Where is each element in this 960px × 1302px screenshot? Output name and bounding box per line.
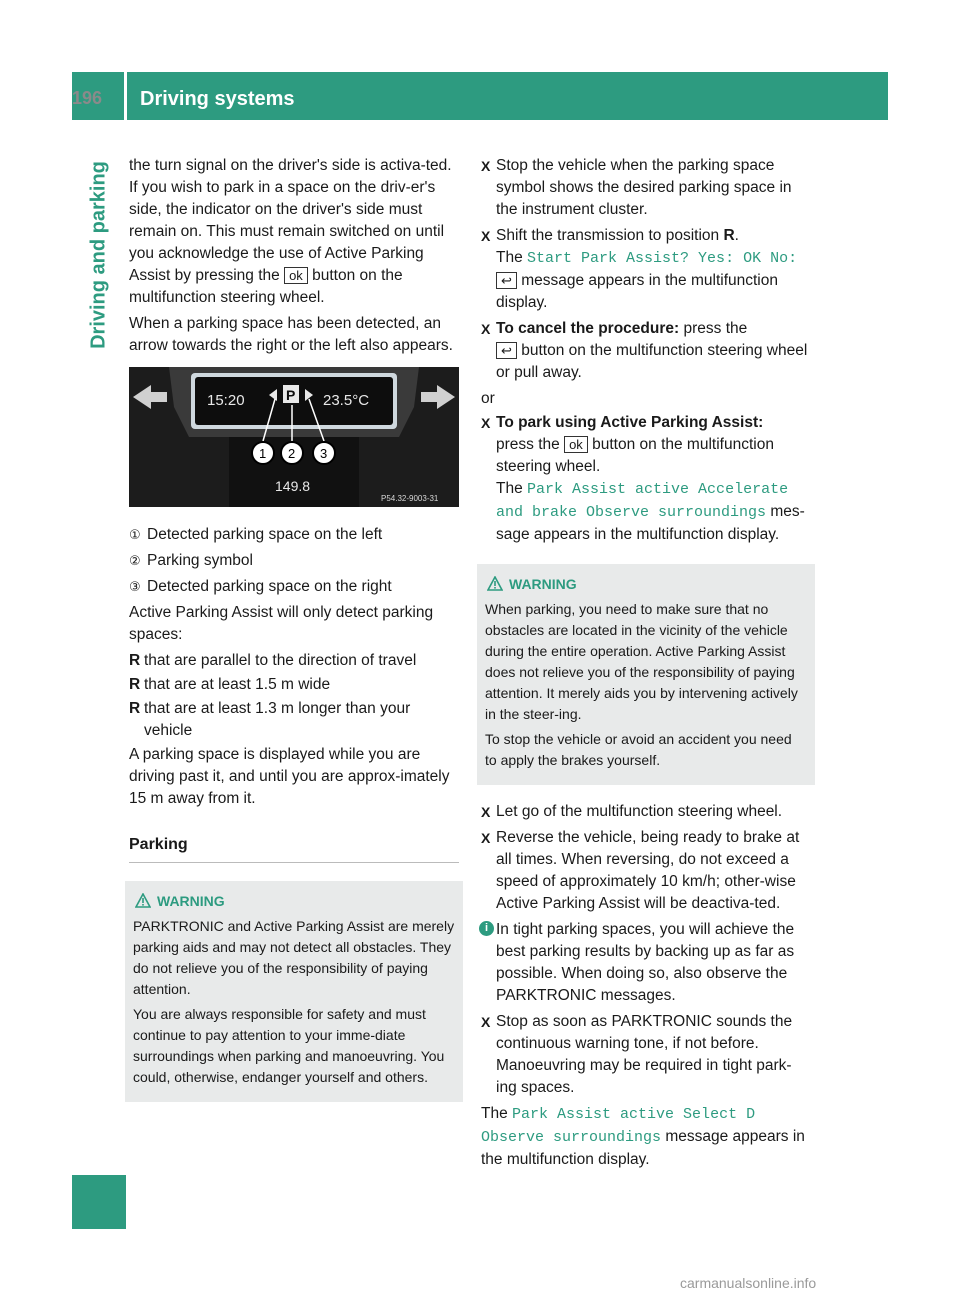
legend-item: ② Parking symbol: [129, 552, 253, 569]
warning-box: [477, 564, 815, 785]
svg-text:23.5°C: 23.5°C: [323, 392, 370, 409]
warning-icon: [487, 576, 503, 591]
step-item: X To park using Active Parking Assist: press the ok button on the multifunction steering wheel. The Park Assist active Accelerate and brake Observe surroundings mes-sage appears in the multifunction display.: [481, 414, 805, 543]
svg-text:1: 1: [259, 446, 267, 461]
intro-paragraph: the turn signal on the driver's side is activa-ted. If you wish to park in a space on the driv-er's side, the indicator on the driver's side must remain on. This must remain switched on until you acknowledge the use of Active Parking Assist by pressing the ok button on the multifunction steering wheel.: [129, 157, 452, 306]
warning-title: WARNING: [133, 891, 455, 912]
list-item: R that are at least 1.3 m longer than your vehicle: [129, 700, 411, 739]
header-divider: [124, 72, 127, 120]
svg-text:2: 2: [288, 446, 296, 461]
step-item: X Let go of the multifunction steering wheel.: [481, 803, 783, 820]
svg-text:P54.32-9003-31: P54.32-9003-31: [381, 494, 439, 503]
step-item: X Stop the vehicle when the parking space symbol shows the desired parking space in the instrument cluster.: [481, 157, 792, 218]
step-item: X Stop as soon as PARKTRONIC sounds the continuous warning tone, if not before. Manoeuvring may be required in tight park-ing spaces.: [481, 1013, 793, 1096]
back-key-icon: ↩: [496, 272, 517, 289]
info-icon: i: [479, 921, 494, 936]
detected-paragraph: When a parking space has been detected, an arrow towards the right or the left also appears.: [129, 315, 453, 354]
warning-text: When parking, you need to make sure that no obstacles are located in the vicinity of the vehicle during the entire operation. Active Parking Assist does not relieve you of the responsibility of paying attention. It merely aids you by intervening actively in the steer-ing.: [485, 601, 798, 722]
step-item: X Shift the transmission to position R. The Start Park Assist? Yes: OK No: ↩ message appears in the multifunction display.: [481, 227, 798, 311]
display-message: Start Park Assist? Yes: OK No:: [527, 250, 798, 267]
legend-list: [129, 524, 459, 598]
step-item: X Reverse the vehicle, being ready to brake at all times. When reversing, do not exceed a speed of approximately 10 km/h; other-wise Active Parking Assist will be deactiva-ted.: [481, 829, 800, 912]
list-item: R that are parallel to the direction of travel: [129, 652, 417, 669]
legend-item: ① Detected parking space on the left: [129, 526, 383, 543]
warning-icon: [135, 893, 151, 908]
instrument-cluster-image: [129, 367, 459, 507]
svg-text:149.8: 149.8: [275, 478, 311, 494]
warning-text: To stop the vehicle or avoid an accident you need to apply the brakes yourself.: [485, 731, 792, 768]
warning-text: PARKTRONIC and Active Parking Assist are merely parking aids and may not detect all obstacles. They do not relieve you of the responsibility of paying attention.: [133, 918, 455, 997]
final-paragraph: The Park Assist active Select D Observe surroundings message appears in the multifunction display.: [481, 1105, 805, 1168]
ok-key-icon: ok: [284, 267, 308, 284]
section-title-parking: Parking: [129, 834, 459, 863]
warning-text: You are always responsible for safety and must continue to pay attention to your imme-diate surroundings when parking and manoeuvring. You could, otherwise, endanger yourself and others.: [133, 1006, 445, 1085]
watermark: carmanualsonline.info: [680, 1275, 817, 1291]
page-number: 196: [72, 88, 103, 108]
back-key-icon: ↩: [496, 342, 517, 359]
detect-intro: Active Parking Assist will only detect parking spaces:: [129, 604, 434, 643]
info-note: i In tight parking spaces, you will achieve the best parking results by backing up as far as possible. When doing so, also observe the PARKTRONIC messages.: [481, 919, 811, 1007]
side-tab-marker: [72, 1175, 126, 1229]
step-item: X To cancel the procedure: press the ↩ button on the multifunction steering wheel or pull away.: [481, 320, 808, 381]
svg-text:15:20: 15:20: [207, 392, 245, 409]
display-message: Park Assist active Accelerate and brake Observe surroundings: [496, 481, 789, 521]
page-title: Driving systems: [140, 88, 295, 110]
svg-text:3: 3: [320, 446, 328, 461]
list-item: R that are at least 1.5 m wide: [129, 676, 331, 693]
display-message: Park Assist active Select D Observe surroundings: [481, 1106, 756, 1146]
or-text: or: [481, 390, 495, 407]
right-column: [481, 155, 811, 1175]
display-paragraph: A parking space is displayed while you are driving past it, and until you are approx-imately 15 m away from it.: [129, 746, 450, 807]
side-tab-label: Driving and parking: [87, 161, 110, 349]
svg-text:P: P: [286, 387, 296, 403]
ok-key-icon: ok: [564, 436, 588, 453]
warning-title: WARNING: [485, 574, 807, 595]
left-column: [129, 155, 459, 1118]
legend-item: ③ Detected parking space on the right: [129, 578, 392, 595]
warning-box: [125, 881, 463, 1102]
